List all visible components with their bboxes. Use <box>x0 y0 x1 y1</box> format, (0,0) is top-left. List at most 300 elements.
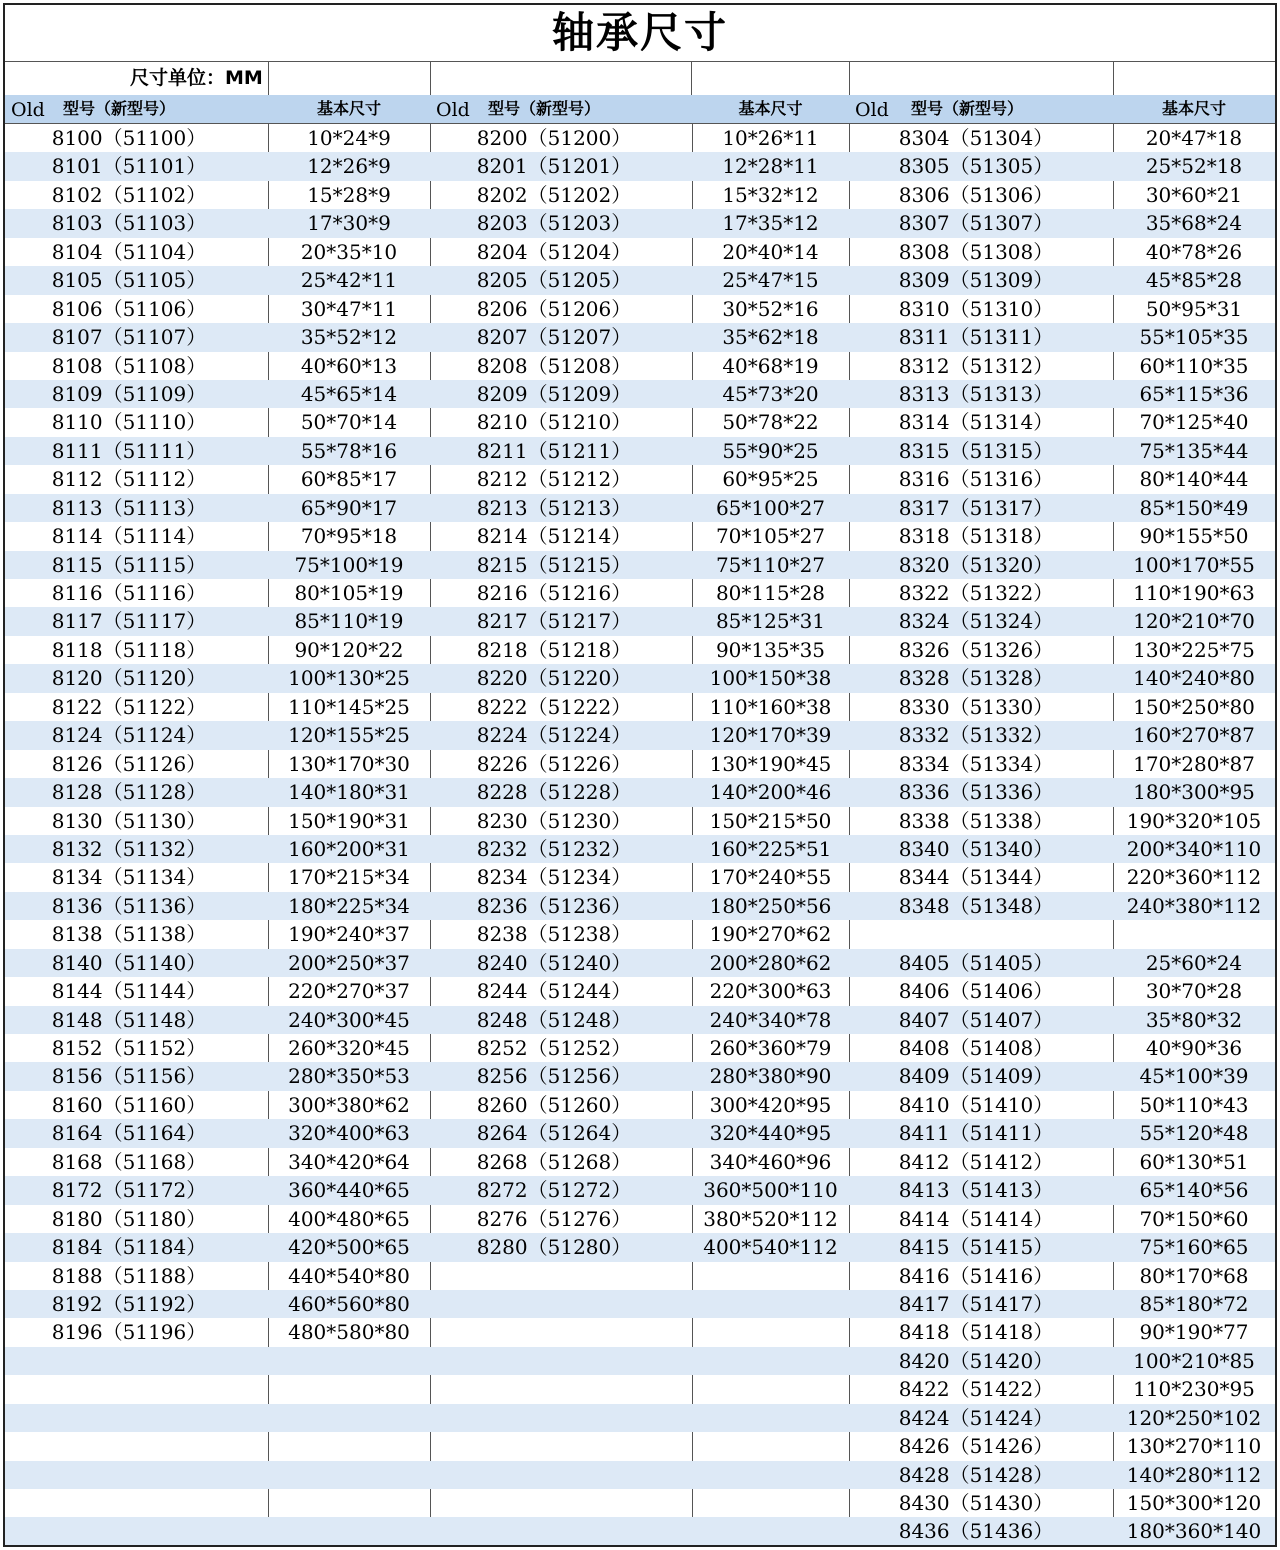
model-cell: 8332（51332） <box>898 723 1054 748</box>
model-cell: 8204（51204） <box>476 239 632 264</box>
model-cell: 8324（51324） <box>898 609 1054 634</box>
dimension-cell: 130*225*75 <box>1133 637 1255 662</box>
model-cell: 8207（51207） <box>476 325 632 350</box>
dimension-cell: 320*400*63 <box>288 1121 410 1146</box>
table-row <box>430 1432 849 1460</box>
table-row <box>5 1119 430 1147</box>
model-cell: 8217（51217） <box>476 609 632 634</box>
table-row <box>5 494 430 522</box>
dimension-cell: 280*380*90 <box>709 1064 832 1089</box>
title-row <box>5 5 1275 62</box>
header-old: Old <box>11 99 45 121</box>
table-body <box>849 124 1275 1546</box>
model-cell: 8108（51108） <box>51 353 207 378</box>
table-row <box>430 323 849 351</box>
dimension-cell: 75*135*44 <box>1139 438 1249 463</box>
dimension-cell: 400*480*65 <box>288 1206 410 1231</box>
dimension-cell: 420*500*65 <box>288 1235 410 1260</box>
model-cell: 8206（51206） <box>476 296 632 321</box>
model-cell: 8101（51101） <box>51 154 207 179</box>
dimension-cell: 360*440*65 <box>288 1178 410 1203</box>
table-row <box>849 607 1275 635</box>
dimension-cell: 220*360*112 <box>1126 865 1262 890</box>
table-row <box>430 1233 849 1261</box>
model-cell: 8138（51138） <box>51 922 207 947</box>
dimension-cell: 120*155*25 <box>288 723 410 748</box>
dimension-cell: 12*26*9 <box>307 154 391 179</box>
dimension-cell: 220*300*63 <box>709 979 832 1004</box>
table-row <box>849 835 1275 863</box>
dimension-cell: 380*520*112 <box>703 1206 838 1231</box>
dimension-cell: 80*140*44 <box>1139 467 1249 492</box>
model-cell: 8214（51214） <box>476 524 632 549</box>
table-group-83-84 <box>849 95 1275 1545</box>
dimension-cell: 12*28*11 <box>722 154 819 179</box>
table-row <box>5 664 430 692</box>
table-row <box>849 750 1275 778</box>
dimension-cell: 20*35*10 <box>300 239 398 264</box>
dimension-cell: 180*360*140 <box>1126 1519 1262 1544</box>
header-model: 型号（新型号） <box>63 99 176 118</box>
model-cell: 8205（51205） <box>476 268 632 293</box>
dimension-cell: 440*540*80 <box>288 1263 410 1288</box>
table-row <box>5 1091 430 1119</box>
dimension-cell: 30*52*16 <box>722 296 819 321</box>
table-row <box>430 152 849 180</box>
dimension-cell: 85*180*72 <box>1139 1291 1249 1316</box>
table-row <box>430 892 849 920</box>
model-cell: 8309（51309） <box>898 268 1054 293</box>
table-row <box>430 579 849 607</box>
model-cell: 8340（51340） <box>898 836 1054 861</box>
model-cell: 8417（51417） <box>898 1291 1054 1316</box>
dimension-cell: 50*95*31 <box>1145 296 1243 321</box>
dimension-cell: 10*24*9 <box>307 126 391 150</box>
model-cell: 8226（51226） <box>476 751 632 776</box>
table-row <box>5 1262 430 1290</box>
model-cell: 8103（51103） <box>51 211 207 236</box>
model-cell: 8336（51336） <box>898 780 1054 805</box>
table-row <box>849 266 1275 294</box>
header-model: 型号（新型号） <box>911 99 1024 118</box>
table-row <box>5 181 430 209</box>
model-cell: 8317（51317） <box>898 495 1054 520</box>
dimension-cell: 190*320*105 <box>1126 808 1262 833</box>
dimension-cell: 70*105*27 <box>715 524 826 549</box>
dimension-cell: 75*160*65 <box>1139 1235 1249 1260</box>
table-row <box>849 1176 1275 1204</box>
dimension-cell: 35*80*32 <box>1145 1007 1243 1032</box>
model-cell: 8218（51218） <box>476 637 632 662</box>
table-row <box>5 380 430 408</box>
table-row <box>849 1091 1275 1119</box>
dimension-cell: 50*70*14 <box>300 410 398 435</box>
model-cell: 8184（51184） <box>51 1235 207 1260</box>
dimension-cell: 60*95*25 <box>722 467 819 492</box>
dimension-cell: 55*90*25 <box>722 438 819 463</box>
model-cell: 8201（51201） <box>476 154 632 179</box>
model-cell: 8334（51334） <box>898 751 1054 776</box>
model-cell: 8105（51105） <box>51 268 207 293</box>
model-cell: 8414（51414） <box>898 1206 1054 1231</box>
model-cell: 8215（51215） <box>476 552 632 577</box>
table-row <box>849 1148 1275 1176</box>
table-header <box>5 95 430 124</box>
model-cell: 8238（51238） <box>476 922 632 947</box>
header-dims: 基本尺寸 <box>316 99 381 118</box>
table-row <box>5 1489 430 1517</box>
dimension-cell: 340*420*64 <box>288 1149 410 1174</box>
model-cell: 8136（51136） <box>51 893 207 918</box>
model-cell: 8172（51172） <box>51 1178 207 1203</box>
table-row <box>430 437 849 465</box>
dimension-cell: 140*180*31 <box>288 780 410 805</box>
table-row <box>849 1432 1275 1460</box>
model-cell: 8406（51406） <box>898 979 1054 1004</box>
table-row <box>430 750 849 778</box>
table-row <box>430 295 849 323</box>
table-row <box>5 1148 430 1176</box>
dimension-cell: 40*90*36 <box>1145 1036 1243 1060</box>
model-cell: 8126（51126） <box>51 751 207 776</box>
table-row <box>430 238 849 266</box>
table-row <box>849 494 1275 522</box>
dimension-cell: 85*110*19 <box>294 609 404 634</box>
table-row <box>5 266 430 294</box>
model-cell: 8307（51307） <box>898 211 1054 236</box>
model-cell: 8220（51220） <box>476 666 632 691</box>
dimension-cell: 300*380*62 <box>288 1092 410 1117</box>
model-cell: 8188（51188） <box>51 1263 207 1288</box>
dimension-cell: 100*150*38 <box>709 666 832 691</box>
dimension-cell: 75*100*19 <box>294 552 404 577</box>
table-row <box>430 1176 849 1204</box>
model-cell: 8118（51118） <box>51 637 207 662</box>
dimension-cell: 110*160*38 <box>709 694 832 719</box>
dimension-cell: 40*60*13 <box>300 353 398 378</box>
table-row <box>430 1119 849 1147</box>
dimension-cell: 320*440*95 <box>709 1121 832 1146</box>
table-row <box>430 266 849 294</box>
dimension-cell: 110*230*95 <box>1133 1377 1255 1402</box>
model-cell: 8344（51344） <box>898 865 1054 890</box>
dimension-cell: 30*47*11 <box>300 296 398 321</box>
table-row <box>849 977 1275 1005</box>
model-cell: 8264（51264） <box>476 1121 632 1146</box>
model-cell: 8212（51212） <box>476 467 632 492</box>
table-row <box>849 152 1275 180</box>
dimension-cell: 45*85*28 <box>1145 268 1243 293</box>
table-row <box>430 778 849 806</box>
table-row <box>5 607 430 635</box>
model-cell: 8407（51407） <box>898 1007 1054 1032</box>
table-row <box>5 352 430 380</box>
model-cell: 8348（51348） <box>898 893 1054 918</box>
dimension-cell: 65*115*36 <box>1139 381 1249 406</box>
dimension-cell: 70*125*40 <box>1139 410 1249 435</box>
table-row <box>5 1461 430 1489</box>
model-cell: 8211（51211） <box>476 438 632 463</box>
dimension-cell: 25*42*11 <box>300 268 398 293</box>
dimension-cell: 160*225*51 <box>709 836 832 861</box>
model-cell: 8409（51409） <box>898 1064 1054 1089</box>
dimension-cell: 60*130*51 <box>1139 1149 1249 1174</box>
model-cell: 8156（51156） <box>51 1064 207 1089</box>
page-title: 轴承尺寸 <box>551 8 728 57</box>
table-row <box>849 522 1275 550</box>
model-cell: 8430（51430） <box>898 1491 1054 1515</box>
table-body <box>430 124 849 1547</box>
table-row <box>5 465 430 493</box>
table-row <box>430 209 849 237</box>
model-cell: 8208（51208） <box>476 353 632 378</box>
table-row <box>5 408 430 436</box>
dimension-cell: 460*560*80 <box>288 1291 410 1316</box>
model-cell: 8411（51411） <box>898 1121 1054 1146</box>
dimension-cell: 45*73*20 <box>722 381 819 406</box>
model-cell: 8316（51316） <box>898 467 1054 492</box>
dimension-cell: 260*320*45 <box>288 1036 410 1060</box>
model-cell: 8192（51192） <box>51 1291 207 1316</box>
dimension-cell: 120*170*39 <box>709 723 832 748</box>
table-row <box>849 778 1275 806</box>
table-row <box>430 1205 849 1233</box>
model-cell: 8412（51412） <box>898 1149 1054 1174</box>
dimension-cell: 45*100*39 <box>1139 1064 1249 1089</box>
table-row <box>430 494 849 522</box>
dimension-cell: 240*340*78 <box>709 1007 832 1032</box>
dimension-cell: 90*190*77 <box>1139 1320 1249 1345</box>
model-cell: 8216（51216） <box>476 581 632 605</box>
table-row <box>5 437 430 465</box>
table-row <box>849 295 1275 323</box>
model-cell: 8130（51130） <box>51 808 207 833</box>
dimension-cell: 50*110*43 <box>1139 1092 1249 1117</box>
dimension-cell: 180*225*34 <box>288 893 410 918</box>
model-cell: 8320（51320） <box>898 552 1054 577</box>
model-cell: 8116（51116） <box>51 581 207 605</box>
unit-row <box>5 62 1275 96</box>
model-cell: 8256（51256） <box>476 1064 632 1089</box>
model-cell: 8248（51248） <box>476 1007 632 1032</box>
dimension-cell: 90*135*35 <box>715 637 826 662</box>
table-row <box>430 1262 849 1290</box>
table-row <box>430 693 849 721</box>
dimension-cell: 170*280*87 <box>1133 751 1255 776</box>
model-cell: 8124（51124） <box>51 723 207 748</box>
divider <box>1275 62 1276 1545</box>
table-row <box>430 408 849 436</box>
model-cell: 8117（51117） <box>51 609 207 634</box>
model-cell: 8426（51426） <box>898 1434 1054 1459</box>
table-body <box>5 124 430 1547</box>
model-cell: 8408（51408） <box>898 1036 1054 1060</box>
model-cell: 8304（51304） <box>898 126 1054 150</box>
dimension-cell: 15*32*12 <box>722 182 819 207</box>
dimension-cell: 65*90*17 <box>300 495 398 520</box>
table-row <box>5 1404 430 1432</box>
dimension-cell: 150*190*31 <box>288 808 410 833</box>
table-row <box>430 1461 849 1489</box>
table-row <box>5 124 430 152</box>
dimension-cell: 190*240*37 <box>288 922 410 947</box>
table-row <box>849 551 1275 579</box>
table-row <box>430 1517 849 1545</box>
unit-label: 尺寸单位：MM <box>130 67 263 89</box>
model-cell: 8272（51272） <box>476 1178 632 1203</box>
table-row <box>5 778 430 806</box>
table-row <box>5 835 430 863</box>
dimension-cell: 50*78*22 <box>722 410 819 435</box>
dimension-cell: 130*190*45 <box>709 751 832 776</box>
table-row <box>849 1205 1275 1233</box>
model-cell: 8306（51306） <box>898 182 1054 207</box>
table-row <box>430 607 849 635</box>
dimension-cell: 120*210*70 <box>1133 609 1255 634</box>
dimension-cell: 160*270*87 <box>1133 723 1255 748</box>
dimension-cell: 60*85*17 <box>300 467 398 492</box>
model-cell: 8114（51114） <box>51 524 207 549</box>
table-row <box>849 721 1275 749</box>
model-cell: 8313（51313） <box>898 381 1054 406</box>
dimension-cell: 240*300*45 <box>288 1007 410 1032</box>
model-cell: 8111（51111） <box>51 438 207 463</box>
table-row <box>849 1006 1275 1034</box>
model-cell: 8160（51160） <box>51 1092 207 1117</box>
table-row <box>5 551 430 579</box>
model-cell: 8328（51328） <box>898 666 1054 691</box>
dimension-cell: 100*170*55 <box>1133 552 1255 577</box>
table-row <box>5 295 430 323</box>
table-row <box>5 1176 430 1204</box>
model-cell: 8202（51202） <box>476 182 632 207</box>
model-cell: 8422（51422） <box>898 1377 1054 1402</box>
table-row <box>849 1318 1275 1346</box>
table-row <box>430 181 849 209</box>
model-cell: 8152（51152） <box>51 1036 207 1060</box>
table-row <box>849 920 1275 948</box>
model-cell: 8140（51140） <box>51 950 207 975</box>
dimension-cell: 15*28*9 <box>307 182 391 207</box>
model-cell: 8196（51196） <box>51 1320 207 1345</box>
model-cell: 8104（51104） <box>51 239 207 264</box>
model-cell: 8102（51102） <box>51 182 207 207</box>
table-group-81 <box>5 95 430 1545</box>
model-cell: 8322（51322） <box>898 581 1054 605</box>
dimension-cell: 17*30*9 <box>307 211 391 236</box>
dimension-cell: 150*215*50 <box>709 808 832 833</box>
model-cell: 8224（51224） <box>476 723 632 748</box>
model-cell: 8418（51418） <box>898 1320 1054 1345</box>
header-dims: 基本尺寸 <box>738 99 803 118</box>
table-row <box>430 1318 849 1346</box>
model-cell: 8280（51280） <box>476 1235 632 1260</box>
table-row <box>849 465 1275 493</box>
table-row <box>5 750 430 778</box>
table-row <box>5 209 430 237</box>
dimension-cell: 25*60*24 <box>1145 950 1243 975</box>
dimension-cell: 300*420*95 <box>709 1092 832 1117</box>
dimension-cell: 55*78*16 <box>300 438 398 463</box>
dimension-cell: 130*270*110 <box>1126 1434 1262 1459</box>
dimension-cell: 55*120*48 <box>1139 1121 1249 1146</box>
table-row <box>430 522 849 550</box>
model-cell: 8276（51276） <box>476 1206 632 1231</box>
table-row <box>849 579 1275 607</box>
table-row <box>5 977 430 1005</box>
model-cell: 8312（51312） <box>898 353 1054 378</box>
table-header <box>430 95 849 124</box>
dimension-cell: 10*26*11 <box>722 126 819 150</box>
table-row <box>430 949 849 977</box>
dimension-cell: 190*270*62 <box>709 922 832 947</box>
model-cell: 8415（51415） <box>898 1235 1054 1260</box>
model-cell: 8148（51148） <box>51 1007 207 1032</box>
dimension-cell: 200*340*110 <box>1126 836 1262 861</box>
model-cell: 8410（51410） <box>898 1092 1054 1117</box>
dimension-cell: 110*190*63 <box>1133 581 1255 605</box>
model-cell: 8305（51305） <box>898 154 1054 179</box>
model-cell: 8164（51164） <box>51 1121 207 1146</box>
table-row <box>430 465 849 493</box>
table-header <box>849 95 1275 124</box>
dimension-cell: 130*170*30 <box>288 751 410 776</box>
model-cell: 8213（51213） <box>476 495 632 520</box>
table-row <box>5 522 430 550</box>
dimension-cell: 170*240*55 <box>709 865 832 890</box>
dimension-cell: 80*170*68 <box>1139 1263 1249 1288</box>
dimension-cell: 100*130*25 <box>288 666 410 691</box>
table-row <box>5 1062 430 1090</box>
dimension-cell: 480*580*80 <box>288 1320 410 1345</box>
model-cell: 8268（51268） <box>476 1149 632 1174</box>
dimension-cell: 110*145*25 <box>288 694 410 719</box>
table-row <box>5 863 430 891</box>
table-row <box>430 1375 849 1403</box>
model-cell: 8132（51132） <box>51 836 207 861</box>
dimension-cell: 25*47*15 <box>722 268 819 293</box>
table-row <box>849 124 1275 152</box>
dimension-cell: 200*280*62 <box>709 950 832 975</box>
model-cell: 8234（51234） <box>476 865 632 890</box>
table-row <box>849 408 1275 436</box>
dimension-cell: 35*62*18 <box>722 325 819 350</box>
model-cell: 8107（51107） <box>51 325 207 350</box>
model-cell: 8424（51424） <box>898 1405 1054 1430</box>
table-row <box>849 323 1275 351</box>
table-row <box>5 323 430 351</box>
model-cell: 8315（51315） <box>898 438 1054 463</box>
table-row <box>849 636 1275 664</box>
table-row <box>849 807 1275 835</box>
model-cell: 8134（51134） <box>51 865 207 890</box>
header-model: 型号（新型号） <box>488 99 601 118</box>
model-cell: 8232（51232） <box>476 836 632 861</box>
model-cell: 8330（51330） <box>898 694 1054 719</box>
dimension-cell: 140*280*112 <box>1126 1462 1262 1487</box>
model-cell: 8200（51200） <box>476 126 632 150</box>
model-cell: 8120（51120） <box>51 666 207 691</box>
model-cell: 8228（51228） <box>476 780 632 805</box>
model-cell: 8128（51128） <box>51 780 207 805</box>
dimension-cell: 35*68*24 <box>1145 211 1243 236</box>
dimension-cell: 65*140*56 <box>1139 1178 1249 1203</box>
header-old: Old <box>436 99 470 121</box>
dimension-cell: 17*35*12 <box>722 211 819 236</box>
model-cell: 8252（51252） <box>476 1036 632 1060</box>
model-cell: 8314（51314） <box>898 410 1054 435</box>
table-row <box>430 636 849 664</box>
